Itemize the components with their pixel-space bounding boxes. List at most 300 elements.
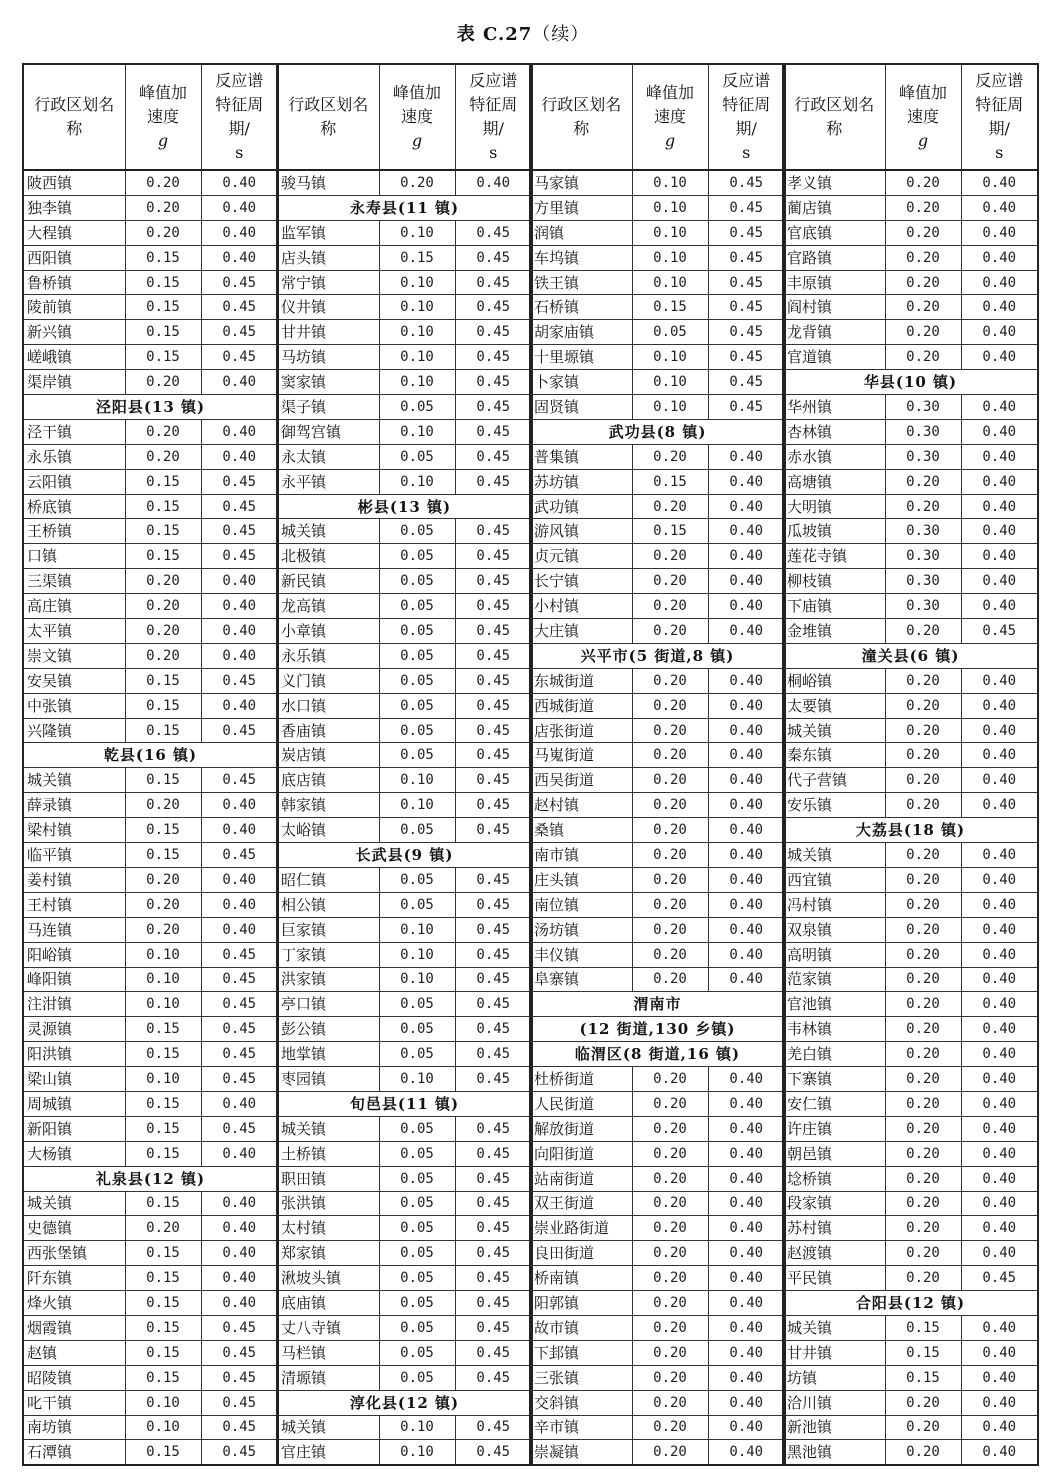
town-name: 大明镇 <box>783 494 885 519</box>
town-name: 店张街道 <box>530 718 632 743</box>
response-period: 0.45 <box>201 1415 278 1440</box>
header-peak-unit: g <box>664 131 676 150</box>
town-name: 张洪镇 <box>277 1191 379 1216</box>
header-name <box>530 64 632 170</box>
peak-acceleration: 0.10 <box>632 195 708 220</box>
table-row <box>783 1017 1038 1042</box>
town-name: 游风镇 <box>530 519 632 544</box>
town-name: 马坊镇 <box>277 345 379 370</box>
peak-acceleration: 0.10 <box>379 469 455 494</box>
header-period-unit: s <box>235 143 244 162</box>
town-name: 新兴镇 <box>23 320 125 345</box>
town-name: 马连镇 <box>23 917 125 942</box>
response-period: 0.45 <box>201 320 278 345</box>
table-row <box>277 320 532 345</box>
table-row <box>277 668 532 693</box>
header-peak <box>125 64 201 170</box>
response-period: 0.40 <box>961 345 1038 370</box>
peak-acceleration: 0.10 <box>379 220 455 245</box>
response-period: 0.45 <box>455 469 532 494</box>
peak-acceleration: 0.05 <box>379 1141 455 1166</box>
peak-acceleration: 0.20 <box>885 195 961 220</box>
town-name: 普集镇 <box>530 444 632 469</box>
section-header-row <box>530 1042 785 1067</box>
town-name: 官池镇 <box>783 992 885 1017</box>
peak-acceleration: 0.20 <box>632 619 708 644</box>
peak-acceleration: 0.05 <box>379 892 455 917</box>
table-row <box>530 1216 785 1241</box>
peak-acceleration: 0.20 <box>632 768 708 793</box>
table-row <box>783 419 1038 444</box>
table-row <box>783 1440 1038 1465</box>
response-period: 0.45 <box>455 743 532 768</box>
response-period: 0.40 <box>961 594 1038 619</box>
town-name: 龙背镇 <box>783 320 885 345</box>
town-name: 十里塬镇 <box>530 345 632 370</box>
peak-acceleration: 0.20 <box>125 1216 201 1241</box>
town-name: 阳洪镇 <box>23 1042 125 1067</box>
peak-acceleration: 0.20 <box>125 867 201 892</box>
response-period: 0.40 <box>708 942 785 967</box>
table-row <box>783 1390 1038 1415</box>
table-row <box>23 270 278 295</box>
section-header-row <box>23 743 278 768</box>
town-name: 站南街道 <box>530 1166 632 1191</box>
header-period <box>961 64 1038 170</box>
table-row <box>530 1116 785 1141</box>
table-row <box>277 643 532 668</box>
peak-acceleration: 0.20 <box>632 843 708 868</box>
table-row <box>277 220 532 245</box>
section-heading: 泾阳县(13 镇) <box>23 395 278 420</box>
table-row <box>277 370 532 395</box>
town-name: 官底镇 <box>783 220 885 245</box>
table-row <box>23 444 278 469</box>
table-row <box>277 544 532 569</box>
peak-acceleration: 0.05 <box>379 718 455 743</box>
response-period: 0.40 <box>961 1365 1038 1390</box>
table-row <box>530 1291 785 1316</box>
peak-acceleration: 0.20 <box>632 1266 708 1291</box>
peak-acceleration: 0.10 <box>632 395 708 420</box>
peak-acceleration: 0.10 <box>379 370 455 395</box>
table-row <box>277 594 532 619</box>
peak-acceleration: 0.05 <box>379 1291 455 1316</box>
response-period: 0.45 <box>455 544 532 569</box>
peak-acceleration: 0.20 <box>632 1365 708 1390</box>
town-name: 店头镇 <box>277 245 379 270</box>
response-period: 0.45 <box>455 1340 532 1365</box>
response-period: 0.45 <box>455 345 532 370</box>
table-number: 表 C.27 <box>456 24 533 45</box>
town-name: 范家镇 <box>783 967 885 992</box>
response-period: 0.45 <box>455 1291 532 1316</box>
response-period: 0.40 <box>708 1067 785 1092</box>
table-row <box>277 743 532 768</box>
table-row <box>530 569 785 594</box>
response-period: 0.40 <box>961 494 1038 519</box>
response-period: 0.45 <box>201 942 278 967</box>
town-name: 韦林镇 <box>783 1017 885 1042</box>
response-period: 0.40 <box>961 1042 1038 1067</box>
table-row <box>783 170 1038 195</box>
table-row <box>23 569 278 594</box>
table-row <box>23 668 278 693</box>
table-row <box>783 668 1038 693</box>
section-heading: 永寿县(11 镇) <box>277 195 532 220</box>
town-name: 永平镇 <box>277 469 379 494</box>
response-period: 0.45 <box>455 942 532 967</box>
town-name: 城关镇 <box>23 768 125 793</box>
town-name: 三渠镇 <box>23 569 125 594</box>
peak-acceleration: 0.10 <box>379 1067 455 1092</box>
response-period: 0.45 <box>201 1365 278 1390</box>
response-period: 0.45 <box>961 1266 1038 1291</box>
table-row <box>530 967 785 992</box>
response-period: 0.40 <box>708 1365 785 1390</box>
table-row <box>277 1216 532 1241</box>
peak-acceleration: 0.20 <box>885 917 961 942</box>
town-name: 炭店镇 <box>277 743 379 768</box>
town-name: 烟霞镇 <box>23 1315 125 1340</box>
response-period: 0.40 <box>201 170 278 195</box>
table-row <box>277 967 532 992</box>
peak-acceleration: 0.15 <box>125 519 201 544</box>
table-row <box>783 220 1038 245</box>
peak-acceleration: 0.20 <box>632 1291 708 1316</box>
peak-acceleration: 0.20 <box>632 569 708 594</box>
peak-acceleration: 0.15 <box>885 1365 961 1390</box>
peak-acceleration: 0.20 <box>632 967 708 992</box>
peak-acceleration: 0.05 <box>379 1241 455 1266</box>
peak-acceleration: 0.15 <box>632 295 708 320</box>
town-name: 双泉镇 <box>783 917 885 942</box>
peak-acceleration: 0.30 <box>885 419 961 444</box>
header-peak-unit: g <box>411 131 423 150</box>
table-row <box>23 1291 278 1316</box>
peak-acceleration: 0.20 <box>885 469 961 494</box>
response-period: 0.40 <box>961 444 1038 469</box>
response-period: 0.40 <box>708 544 785 569</box>
response-period: 0.45 <box>455 1266 532 1291</box>
response-period: 0.40 <box>708 1315 785 1340</box>
town-name: 汤坊镇 <box>530 917 632 942</box>
town-name: 铁王镇 <box>530 270 632 295</box>
response-period: 0.45 <box>455 1067 532 1092</box>
table-row <box>530 1166 785 1191</box>
response-period: 0.40 <box>201 1291 278 1316</box>
town-name: 渠岸镇 <box>23 370 125 395</box>
table-row <box>23 1415 278 1440</box>
peak-acceleration: 0.20 <box>885 345 961 370</box>
peak-acceleration: 0.15 <box>125 693 201 718</box>
table-row <box>277 395 532 420</box>
response-period: 0.45 <box>201 967 278 992</box>
town-name: 卜家镇 <box>530 370 632 395</box>
table-row <box>23 370 278 395</box>
town-name: 亭口镇 <box>277 992 379 1017</box>
town-name: 临平镇 <box>23 843 125 868</box>
table-row <box>277 718 532 743</box>
table-row <box>530 843 785 868</box>
table-row <box>530 469 785 494</box>
response-period: 0.40 <box>201 220 278 245</box>
table-row <box>23 1365 278 1390</box>
town-name: 姜村镇 <box>23 867 125 892</box>
table-row <box>23 619 278 644</box>
response-period: 0.40 <box>201 793 278 818</box>
peak-acceleration: 0.10 <box>379 270 455 295</box>
table-row <box>23 170 278 195</box>
response-period: 0.40 <box>961 718 1038 743</box>
town-name: 甘井镇 <box>783 1340 885 1365</box>
table-row <box>23 892 278 917</box>
peak-acceleration: 0.20 <box>125 892 201 917</box>
response-period: 0.45 <box>201 1067 278 1092</box>
table-row <box>23 1241 278 1266</box>
peak-acceleration: 0.05 <box>379 594 455 619</box>
peak-acceleration: 0.15 <box>125 544 201 569</box>
town-name: 石桥镇 <box>530 295 632 320</box>
table-row <box>530 768 785 793</box>
response-period: 0.40 <box>201 419 278 444</box>
peak-acceleration: 0.15 <box>125 1365 201 1390</box>
table-row <box>783 1266 1038 1291</box>
section-heading: 旬邑县(11 镇) <box>277 1091 532 1116</box>
header-period-text: 反应谱特征周期/ <box>722 71 771 138</box>
response-period: 0.45 <box>455 594 532 619</box>
table-row <box>277 419 532 444</box>
town-name: 双王街道 <box>530 1191 632 1216</box>
town-name: 柳枝镇 <box>783 569 885 594</box>
table-row <box>783 1191 1038 1216</box>
town-name: 段家镇 <box>783 1191 885 1216</box>
town-name: 安吴镇 <box>23 668 125 693</box>
section-heading: 大荔县(18 镇) <box>783 818 1038 843</box>
response-period: 0.40 <box>961 1017 1038 1042</box>
town-name: 小章镇 <box>277 619 379 644</box>
table-row <box>530 1266 785 1291</box>
peak-acceleration: 0.20 <box>632 743 708 768</box>
response-period: 0.45 <box>708 170 785 195</box>
town-name: 仪井镇 <box>277 295 379 320</box>
peak-acceleration: 0.20 <box>632 1340 708 1365</box>
response-period: 0.45 <box>455 1017 532 1042</box>
table-continued: （续） <box>532 24 590 45</box>
peak-acceleration: 0.15 <box>125 1017 201 1042</box>
town-name: 骏马镇 <box>277 170 379 195</box>
table-row <box>783 843 1038 868</box>
response-period: 0.45 <box>455 1216 532 1241</box>
peak-acceleration: 0.20 <box>125 569 201 594</box>
response-period: 0.45 <box>455 768 532 793</box>
response-period: 0.40 <box>201 643 278 668</box>
town-name: 昭陵镇 <box>23 1365 125 1390</box>
response-period: 0.40 <box>708 768 785 793</box>
town-name: 叱干镇 <box>23 1390 125 1415</box>
response-period: 0.40 <box>961 1390 1038 1415</box>
peak-acceleration: 0.20 <box>885 867 961 892</box>
peak-acceleration: 0.20 <box>885 743 961 768</box>
response-period: 0.40 <box>961 1141 1038 1166</box>
response-period: 0.40 <box>961 793 1038 818</box>
section-header-row <box>277 843 532 868</box>
response-period: 0.40 <box>961 1116 1038 1141</box>
table-row <box>783 544 1038 569</box>
response-period: 0.45 <box>201 1116 278 1141</box>
section-heading: 彬县(13 镇) <box>277 494 532 519</box>
table-row <box>783 1365 1038 1390</box>
response-period: 0.45 <box>708 270 785 295</box>
section-heading: 长武县(9 镇) <box>277 843 532 868</box>
peak-acceleration: 0.20 <box>632 693 708 718</box>
table-row <box>23 693 278 718</box>
response-period: 0.40 <box>961 195 1038 220</box>
town-name: 史德镇 <box>23 1216 125 1241</box>
response-period: 0.40 <box>708 1291 785 1316</box>
response-period: 0.40 <box>961 1191 1038 1216</box>
header-peak-unit: g <box>157 131 169 150</box>
town-name: 薛录镇 <box>23 793 125 818</box>
town-name: 渠子镇 <box>277 395 379 420</box>
table-row <box>783 494 1038 519</box>
response-period: 0.40 <box>961 1241 1038 1266</box>
peak-acceleration: 0.20 <box>125 195 201 220</box>
section-heading: 武功县(8 镇) <box>530 419 785 444</box>
peak-acceleration: 0.20 <box>632 1216 708 1241</box>
town-name: 下庙镇 <box>783 594 885 619</box>
peak-acceleration: 0.15 <box>125 469 201 494</box>
table-row <box>23 195 278 220</box>
table-row <box>23 1091 278 1116</box>
table-row <box>277 818 532 843</box>
town-name: 城关镇 <box>277 1116 379 1141</box>
header-name-text: 行政区划名称 <box>34 95 115 138</box>
town-name: 故市镇 <box>530 1315 632 1340</box>
peak-acceleration: 0.15 <box>125 295 201 320</box>
response-period: 0.45 <box>708 245 785 270</box>
response-period: 0.45 <box>201 544 278 569</box>
response-period: 0.40 <box>961 395 1038 420</box>
town-name: 底店镇 <box>277 768 379 793</box>
table-row <box>530 892 785 917</box>
town-name: 苏村镇 <box>783 1216 885 1241</box>
town-name: 常宁镇 <box>277 270 379 295</box>
table-row <box>783 718 1038 743</box>
peak-acceleration: 0.20 <box>885 1067 961 1092</box>
town-name: 鲁桥镇 <box>23 270 125 295</box>
town-name: 西张堡镇 <box>23 1241 125 1266</box>
response-period: 0.45 <box>455 245 532 270</box>
table-row <box>530 220 785 245</box>
response-period: 0.40 <box>708 693 785 718</box>
header-peak-unit: g <box>917 131 929 150</box>
peak-acceleration: 0.20 <box>885 693 961 718</box>
table-row <box>23 1216 278 1241</box>
response-period: 0.45 <box>708 345 785 370</box>
town-name: 庄头镇 <box>530 867 632 892</box>
response-period: 0.45 <box>455 320 532 345</box>
table-row <box>783 1415 1038 1440</box>
response-period: 0.40 <box>708 1340 785 1365</box>
peak-acceleration: 0.05 <box>632 320 708 345</box>
table-row <box>23 867 278 892</box>
town-name: 职田镇 <box>277 1166 379 1191</box>
peak-acceleration: 0.20 <box>632 444 708 469</box>
peak-acceleration: 0.05 <box>379 519 455 544</box>
town-name: 桥南镇 <box>530 1266 632 1291</box>
town-name: 口镇 <box>23 544 125 569</box>
peak-acceleration: 0.05 <box>379 693 455 718</box>
section-heading: 华县(10 镇) <box>783 370 1038 395</box>
peak-acceleration: 0.20 <box>632 892 708 917</box>
response-period: 0.45 <box>201 768 278 793</box>
response-period: 0.40 <box>708 469 785 494</box>
table-row <box>23 718 278 743</box>
town-name: 崇凝镇 <box>530 1440 632 1465</box>
peak-acceleration: 0.10 <box>125 967 201 992</box>
table-row <box>23 1191 278 1216</box>
town-name: 西宜镇 <box>783 867 885 892</box>
response-period: 0.45 <box>455 668 532 693</box>
header-period-unit: s <box>742 143 751 162</box>
response-period: 0.40 <box>708 1415 785 1440</box>
table-row <box>530 345 785 370</box>
table-row <box>277 1166 532 1191</box>
town-name: 龙高镇 <box>277 594 379 619</box>
peak-acceleration: 0.10 <box>125 1067 201 1092</box>
town-name: 赤水镇 <box>783 444 885 469</box>
town-name: 相公镇 <box>277 892 379 917</box>
table-row <box>23 1067 278 1092</box>
town-name: 永太镇 <box>277 444 379 469</box>
town-name: 太要镇 <box>783 693 885 718</box>
table-row <box>783 519 1038 544</box>
peak-acceleration: 0.10 <box>379 320 455 345</box>
peak-acceleration: 0.10 <box>379 1440 455 1465</box>
town-name: 润镇 <box>530 220 632 245</box>
response-period: 0.40 <box>201 693 278 718</box>
response-period: 0.40 <box>708 569 785 594</box>
response-period: 0.45 <box>708 395 785 420</box>
table-row <box>23 793 278 818</box>
table-row <box>783 1216 1038 1241</box>
response-period: 0.40 <box>201 370 278 395</box>
table-row <box>530 1365 785 1390</box>
peak-acceleration: 0.15 <box>125 1266 201 1291</box>
peak-acceleration: 0.20 <box>885 220 961 245</box>
peak-acceleration: 0.20 <box>885 942 961 967</box>
table-row <box>530 370 785 395</box>
peak-acceleration: 0.20 <box>632 793 708 818</box>
header-period-text: 反应谱特征周期/ <box>469 71 518 138</box>
section-heading: 淳化县(12 镇) <box>277 1390 532 1415</box>
town-name: 洽川镇 <box>783 1390 885 1415</box>
town-name: 永乐镇 <box>277 643 379 668</box>
peak-acceleration: 0.15 <box>632 469 708 494</box>
table-row <box>783 395 1038 420</box>
table-row <box>23 494 278 519</box>
peak-acceleration: 0.20 <box>885 245 961 270</box>
town-name: 灵源镇 <box>23 1017 125 1042</box>
response-period: 0.40 <box>961 1340 1038 1365</box>
table-row <box>530 1141 785 1166</box>
response-period: 0.45 <box>455 220 532 245</box>
town-name: 彭公镇 <box>277 1017 379 1042</box>
peak-acceleration: 0.10 <box>632 370 708 395</box>
town-name: 高庄镇 <box>23 594 125 619</box>
peak-acceleration: 0.10 <box>632 245 708 270</box>
